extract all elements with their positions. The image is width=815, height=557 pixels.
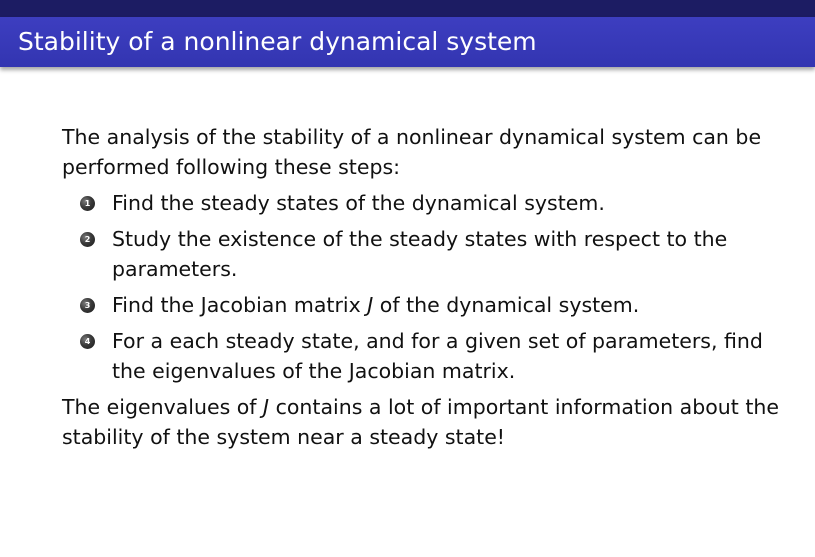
- step-text: Find the steady states of the dynamical system.: [112, 191, 605, 215]
- numbered-bullet-icon: 3: [80, 298, 95, 313]
- step-text-end: of the dynamical system.: [373, 293, 640, 317]
- header-top-band: [0, 0, 815, 17]
- numbered-bullet-icon: 2: [80, 232, 95, 247]
- list-item: [62, 290, 782, 320]
- list-item: [62, 326, 782, 386]
- matrix-symbol: J: [367, 293, 374, 317]
- steps-list: [62, 188, 782, 386]
- conclusion-paragraph: [62, 392, 782, 452]
- conclusion-text-start: The eigenvalues of: [62, 395, 264, 419]
- step-text: Study the existence of the steady states with respect to the parameters.: [112, 227, 728, 281]
- conclusion-text-end: contains a lot of important information about the stability of the system near a steady state!: [62, 395, 779, 449]
- intro-paragraph: The analysis of the stability of a nonlinear dynamical system can be performed following these steps:: [62, 125, 762, 179]
- slide-title: Stability of a nonlinear dynamical system: [18, 27, 537, 56]
- step-text: For a each steady state, and for a given set of parameters, find the eigenvalues of the Jacobian matrix.: [112, 329, 763, 383]
- matrix-symbol: J: [263, 395, 270, 419]
- list-item: [62, 188, 782, 218]
- slide-body: [62, 122, 782, 452]
- list-item: [62, 224, 782, 284]
- numbered-bullet-icon: 4: [80, 334, 95, 349]
- step-text-start: Find the Jacobian matrix: [112, 293, 368, 317]
- numbered-bullet-icon: 1: [80, 196, 95, 211]
